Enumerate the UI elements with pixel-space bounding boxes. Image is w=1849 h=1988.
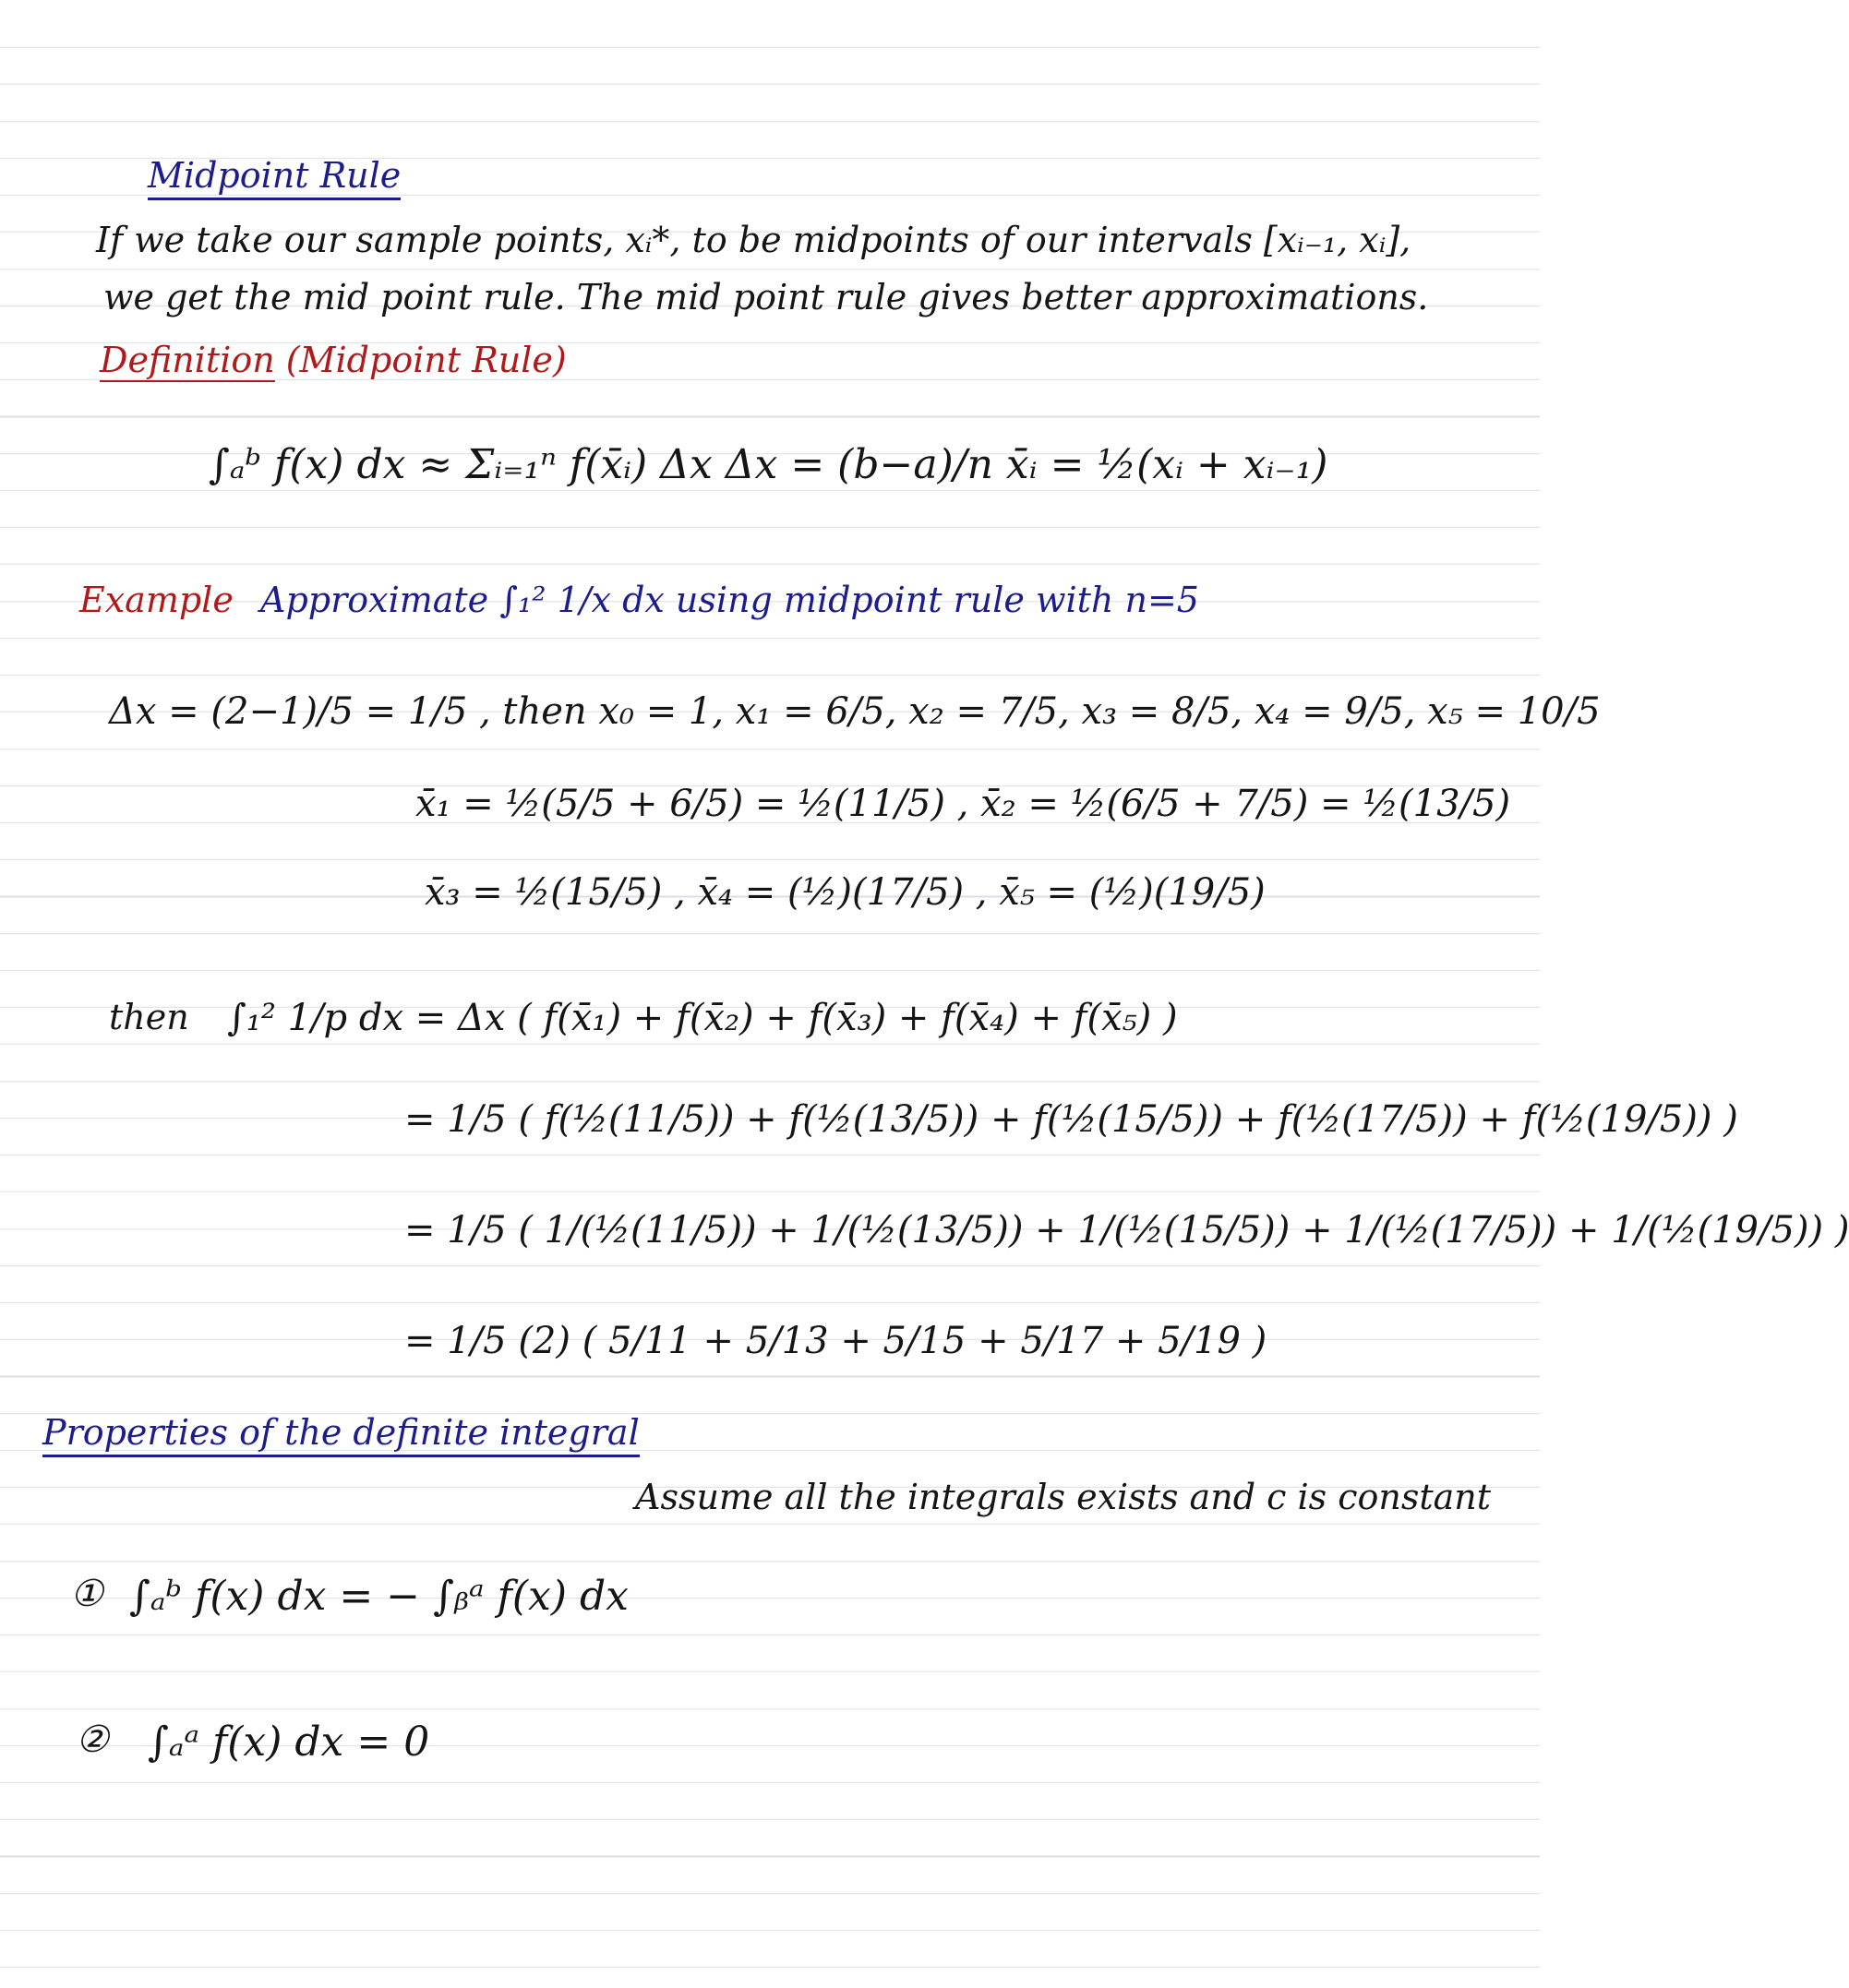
calc-line-1: ∫₁² 1/p dx = Δx ( f(x̄₁) + f(x̄₂) + f(x̄₃) + f(x̄₄) + f(x̄₅) ) — [227, 997, 1178, 1039]
midpoint-rule-title: Midpoint Rule — [148, 155, 401, 196]
xbar-line-2: x̄₃ = ½(15/5) , x̄₄ = (½)(17/5) , x̄₅ = (½)(19/5) — [425, 871, 1266, 914]
example-label: Example — [79, 580, 234, 620]
property-1-number: ① — [70, 1573, 103, 1615]
calc-line-2: = 1/5 ( f(½(11/5)) + f(½(13/5)) + f(½(15/5)) + f(½(17/5)) + f(½(19/5)) ) — [404, 1098, 1738, 1141]
xbar-line-1: x̄₁ = ½(5/5 + 6/5) = ½(11/5) , x̄₂ = ½(6/5 + 7/5) = ½(13/5) — [415, 783, 1511, 825]
intro-line-2: we get the mid point rule. The mid point rule gives better approximations. — [103, 277, 1429, 317]
calc-line-4: = 1/5 (2) ( 5/11 + 5/13 + 5/15 + 5/17 + 5/19 ) — [404, 1320, 1267, 1362]
definition-formula: ∫ₐᵇ f(x) dx ≈ Σᵢ₌₁ⁿ f(x̄ᵢ) Δx Δx = (b−a)/n x̄ᵢ = ½(xᵢ + xᵢ₋₁) — [209, 441, 1328, 488]
assume-text: Assume all the integrals exists and c is constant — [635, 1477, 1491, 1517]
intro-line-1: If we take our sample points, xᵢ*, to be midpoints of our intervals [xᵢ₋₁, xᵢ], — [96, 220, 1411, 260]
properties-title: Properties of the definite integral — [42, 1412, 640, 1453]
property-2: ∫ₐᵃ f(x) dx = 0 — [148, 1719, 430, 1766]
calc-line-3: = 1/5 ( 1/(½(11/5)) + 1/(½(13/5)) + 1/(½(15/5)) + 1/(½(17/5)) + 1/(½(19/5)) ) — [404, 1209, 1849, 1251]
dx-line: Δx = (2−1)/5 = 1/5 , then x₀ = 1, x₁ = 6/5, x₂ = 7/5, x₃ = 8/5, x₄ = 9/5, x₅ = 10/5 — [109, 690, 1601, 733]
property-2-number: ② — [76, 1719, 109, 1761]
example-text: Approximate ∫₁² 1/x dx using midpoint rule with n=5 — [260, 580, 1199, 620]
definition-heading: Definition (Midpoint Rule) — [100, 340, 567, 380]
property-1: ∫ₐᵇ f(x) dx = − ∫ᵦᵃ f(x) dx — [129, 1573, 629, 1620]
then-label: then — [109, 997, 189, 1037]
